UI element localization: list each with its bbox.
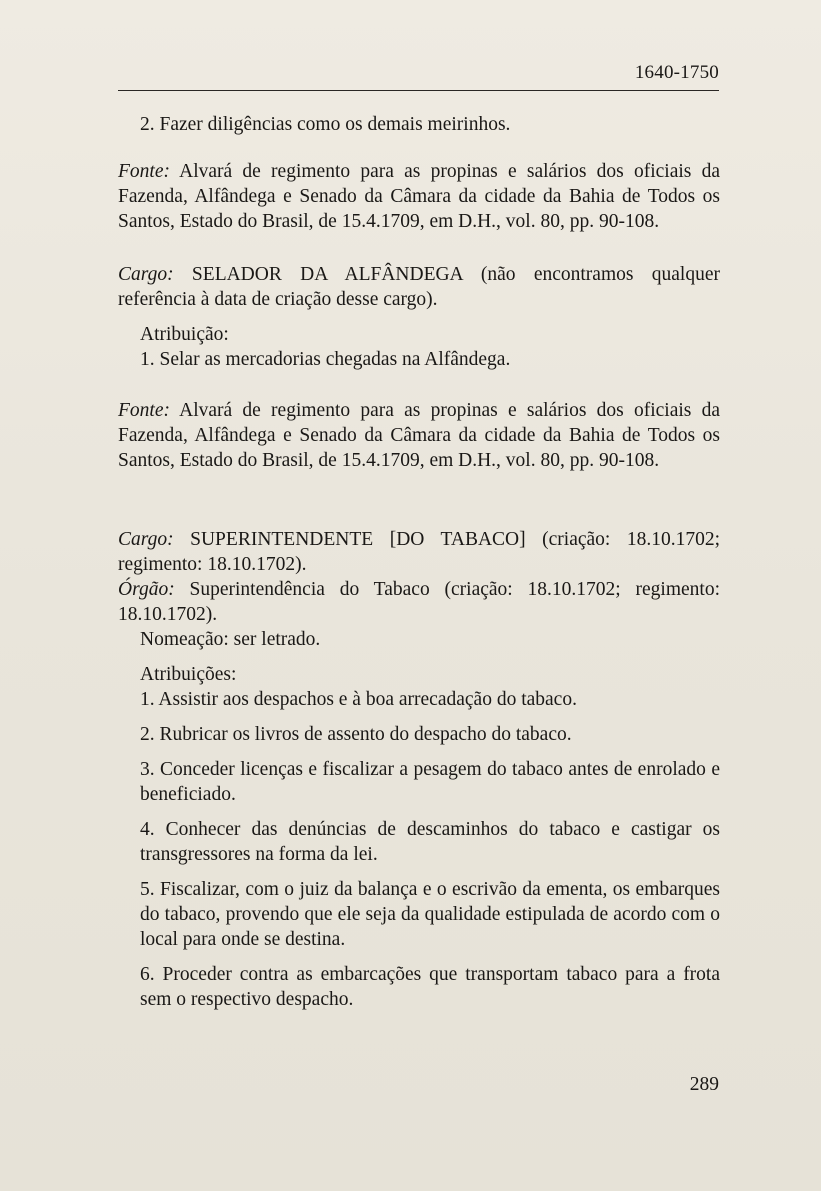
cargo-label: Cargo:: [118, 529, 174, 550]
list-item: 1. Assistir aos despachos e à boa arrecadação do tabaco.: [140, 689, 577, 710]
list-item: 4. Conhecer das denúncias de descaminhos do tabaco e castigar os transgressores na forma da lei.: [140, 819, 720, 865]
atribuicoes-heading: Atribuições:: [140, 664, 237, 685]
source-label: Fonte:: [118, 400, 170, 421]
orgao-text: Superintendência do Tabaco (criação: 18.10.1702; regimento: 18.10.1702).: [118, 579, 720, 625]
source-text: Alvará de regimento para as propinas e salários dos oficiais da Fazenda, Alfândega e Senado da Câmara da cidade da Bahia de Todos os Santos, Estado do Brasil, de 15.4.1709, em D.H., vol. 80, pp. 90-108.: [118, 161, 720, 232]
header-rule: [118, 90, 719, 91]
source-citation-1: [118, 159, 720, 234]
page-body: [118, 112, 720, 1012]
orgao-entry: [118, 577, 720, 627]
orgao-label: Órgão:: [118, 579, 175, 600]
list-item: 2. Rubricar os livros de assento do despacho do tabaco.: [140, 724, 572, 745]
cargo-text: SELADOR DA ALFÂNDEGA (não encontramos qualquer referência à data de criação desse cargo).: [118, 264, 720, 310]
list-item: 3. Conceder licenças e fiscalizar a pesagem do tabaco antes de enrolado e beneficiado.: [140, 759, 720, 805]
atribuicao-heading: Atribuição:: [140, 324, 229, 345]
cargo-entry-1: [118, 262, 720, 312]
cargo-text: SUPERINTENDENTE [DO TABACO] (criação: 18.10.1702; regimento: 18.10.1702).: [118, 529, 720, 575]
source-citation-2: [118, 398, 720, 473]
nomeacao-line: Nomeação: ser letrado.: [140, 629, 321, 650]
list-item: 6. Proceder contra as embarcações que transportam tabaco para a frota sem o respectivo despacho.: [140, 964, 720, 1010]
list-item: 2. Fazer diligências como os demais meirinhos.: [140, 114, 511, 135]
page-number: 289: [689, 1074, 719, 1095]
list-item: 1. Selar as mercadorias chegadas na Alfândega.: [140, 349, 511, 370]
source-label: Fonte:: [118, 161, 170, 182]
page-range-header: 1640-1750: [634, 62, 719, 83]
cargo-entry-2: [118, 527, 720, 577]
source-text: Alvará de regimento para as propinas e salários dos oficiais da Fazenda, Alfândega e Senado da Câmara da cidade da Bahia de Todos os Santos, Estado do Brasil, de 15.4.1709, em D.H., vol. 80, pp. 90-108.: [118, 400, 720, 471]
list-item: 5. Fiscalizar, com o juiz da balança e o escrivão da ementa, os embarques do tabaco, provendo que ele seja da qualidade estipulada de acordo com o local para onde se destina.: [140, 879, 720, 950]
cargo-label: Cargo:: [118, 264, 174, 285]
